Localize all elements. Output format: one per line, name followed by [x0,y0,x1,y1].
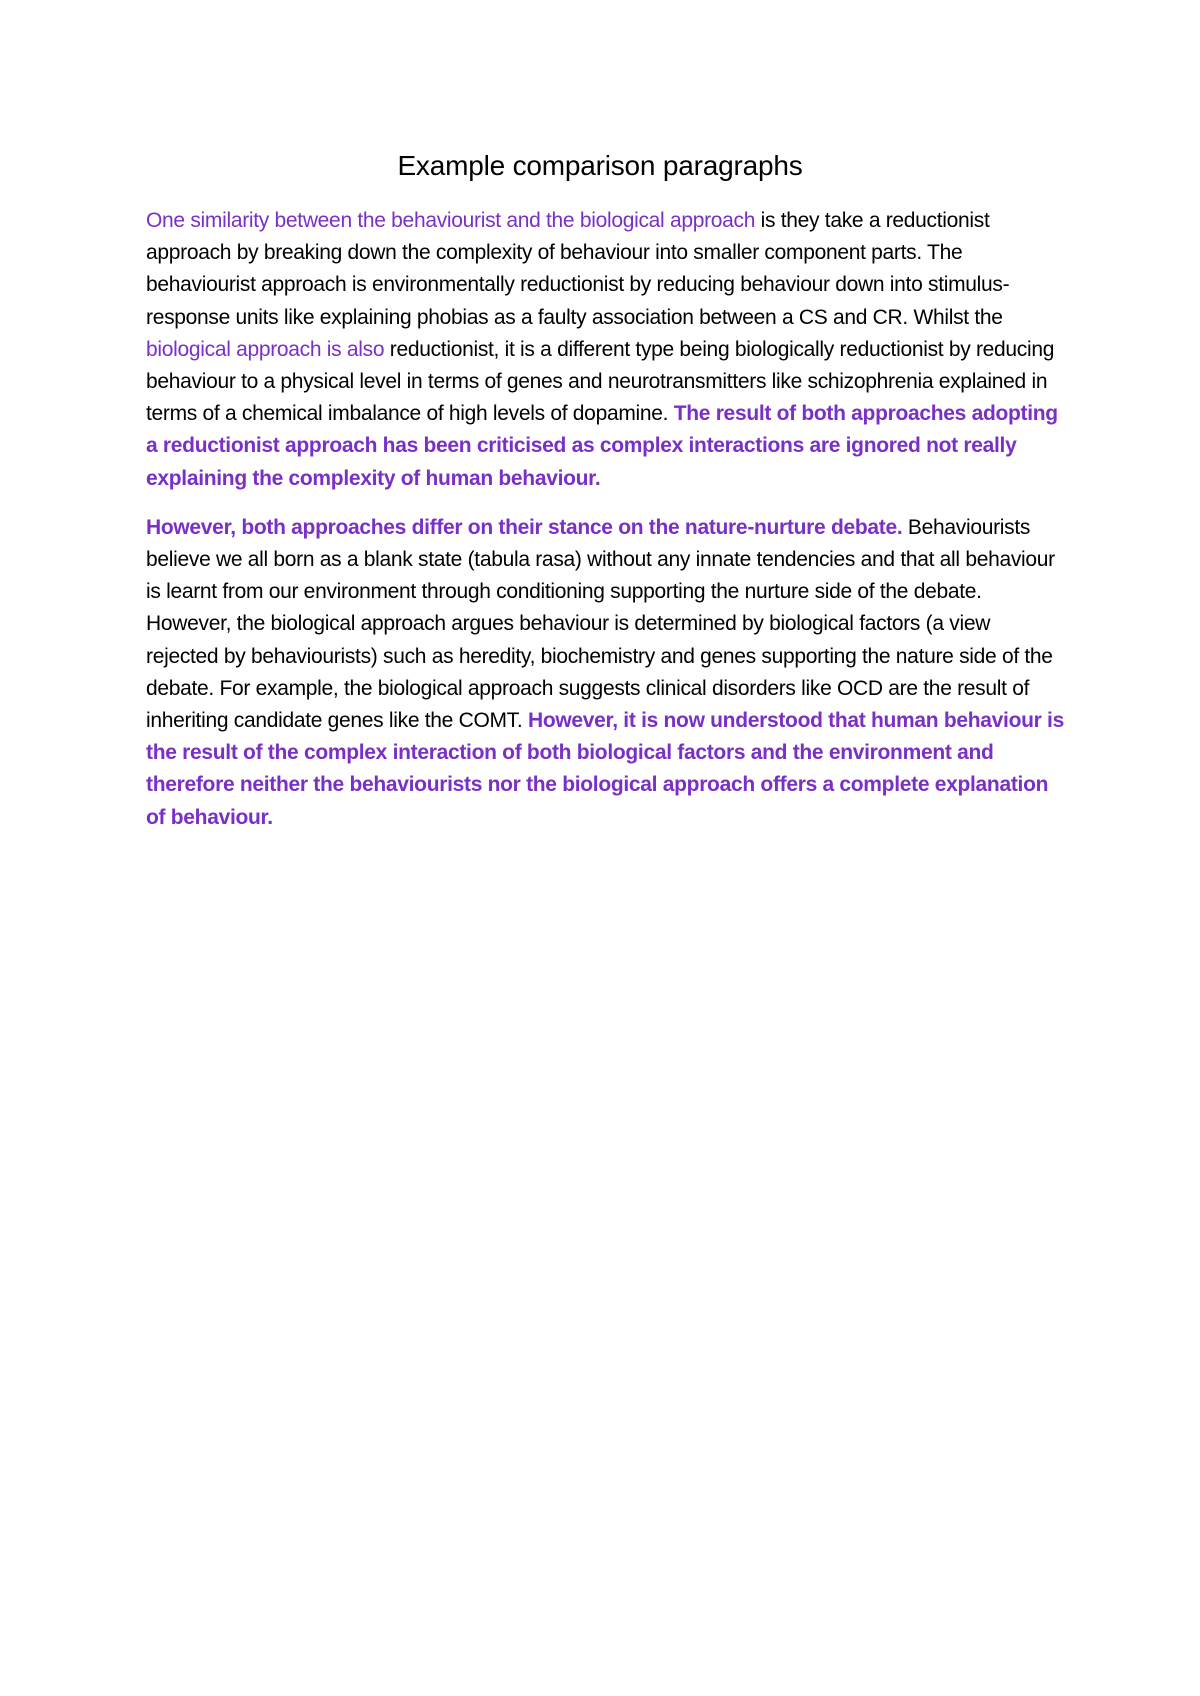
similarity-body-2: reductionist, it is a different type being biologically reductionist by reducing behaviour to a physical level in terms of genes and neurotransmitters like schizophrenia explained in terms of a chemical imbalance of high levels of dopamine. [146,337,1055,426]
paragraph-similarity [146,205,1066,495]
similarity-body-1: is they take a reductionist approach by breaking down the complexity of behaviour into smaller component parts. The behaviourist approach is environmentally reductionist by reducing behaviour down into stimulus-response units like explaining phobias as a faulty association between a CS and CR. Whilst the [146,209,1010,329]
similarity-highlight: biological approach is also [146,337,385,361]
paragraph-difference [146,512,1066,834]
document-body [146,205,1066,851]
similarity-conclusion: The result of both approaches adopting a reductionist approach has been criticised as complex interactions are ignored not really explaining the complexity of human behaviour. [146,402,1058,490]
difference-conclusion: However, it is now understood that human behaviour is the result of the complex interaction of both biological factors and the environment and therefore neither the behaviourists nor the biological approach offers a complete explanation of behaviour. [146,709,1064,829]
similarity-intro: One similarity between the behaviourist and the biological approach [146,209,756,232]
difference-intro: However, both approaches differ on their stance on the nature-nurture debate. [146,515,903,539]
difference-body: Behaviourists believe we all born as a blank state (tabula rasa) without any innate tendencies and that all behaviour is learnt from our environment through conditioning supporting the nurture side of the debate. However, the biological approach argues behaviour is determined by biological factors (a view rejected by behaviourists) such as heredity, biochemistry and genes supporting the nature side of the debate. For example, the biological approach suggests clinical disorders like OCD are the result of inheriting candidate genes like the COMT. [146,515,1055,733]
document-title: Example comparison paragraphs [397,150,803,181]
